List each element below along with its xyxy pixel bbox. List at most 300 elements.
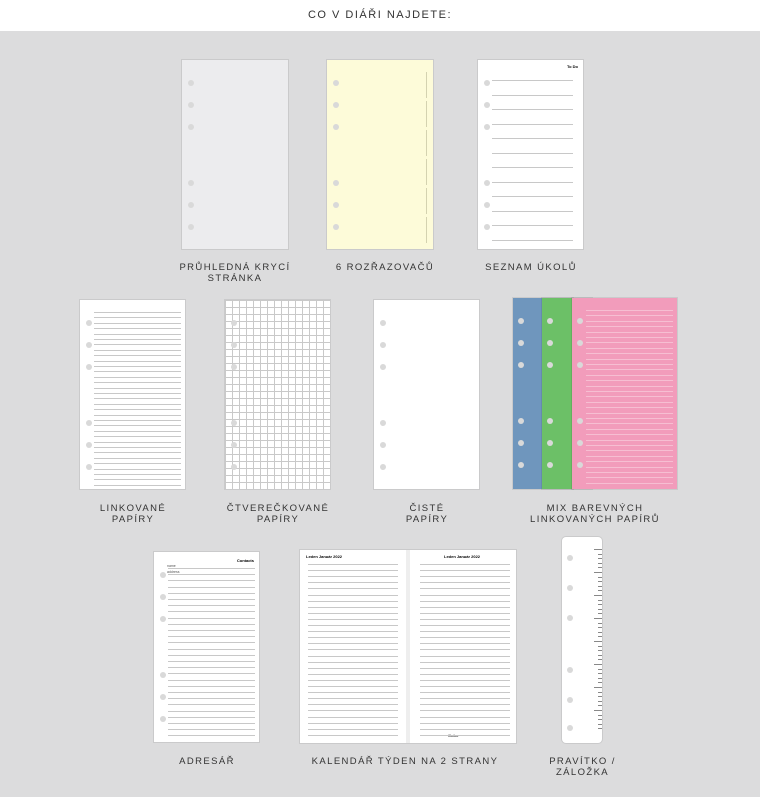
punch-hole	[188, 202, 194, 208]
ruled-line	[94, 334, 181, 335]
ruled-line	[94, 452, 181, 453]
ruled-line	[586, 342, 673, 343]
ruled-line	[94, 312, 181, 313]
ruled-line	[586, 359, 673, 360]
ruled-line	[94, 371, 181, 372]
ruled-line	[492, 109, 573, 110]
ruled-line	[420, 668, 510, 669]
punch-hole	[547, 440, 553, 446]
ruled-line	[308, 595, 398, 596]
divider-tab	[426, 130, 433, 156]
ruled-line	[420, 698, 510, 699]
ruled-line	[420, 613, 510, 614]
ruler-tick	[598, 623, 602, 624]
ruled-line	[308, 582, 398, 583]
ruler-tick	[598, 600, 602, 601]
punch-hole	[567, 555, 573, 561]
ruled-line	[586, 418, 673, 419]
punch-hole	[160, 572, 166, 578]
dividers-page	[327, 60, 433, 249]
ruled-line	[586, 429, 673, 430]
ruled-line	[586, 402, 673, 403]
ruled-line	[168, 630, 255, 631]
punch-hole	[231, 464, 237, 470]
ruled-line	[420, 674, 510, 675]
ruled-line	[420, 582, 510, 583]
punch-hole	[231, 442, 237, 448]
address-page	[154, 552, 259, 742]
ruled-line	[586, 310, 673, 311]
ruled-line	[586, 364, 673, 365]
item-label-colored-mix: MIX BAREVNÝCH LINKOVANÝCH PAPÍRŮ	[530, 503, 660, 525]
divider-tab	[426, 159, 433, 185]
ruler-tick	[598, 558, 602, 559]
item-label-todo: SEZNAM ÚKOLŮ	[485, 262, 577, 273]
ruled-line	[168, 568, 255, 569]
colored-page-pink	[572, 298, 677, 489]
ruled-line	[94, 463, 181, 464]
ruled-line	[492, 138, 573, 139]
ruled-line	[586, 348, 673, 349]
ruled-line	[94, 409, 181, 410]
ruler-tick	[598, 659, 602, 660]
punch-hole	[188, 180, 194, 186]
punch-hole	[160, 672, 166, 678]
ruled-line	[308, 588, 398, 589]
ruled-line	[94, 339, 181, 340]
punch-hole	[518, 418, 524, 424]
ruled-line	[586, 483, 673, 484]
ruled-line	[94, 398, 181, 399]
ruler-tick	[598, 554, 602, 555]
ruled-line	[94, 479, 181, 480]
ruled-line	[420, 704, 510, 705]
ruled-line	[94, 485, 181, 486]
ruled-line	[94, 436, 181, 437]
ruled-line	[586, 434, 673, 435]
punch-hole	[577, 462, 583, 468]
ruled-line	[308, 570, 398, 571]
punch-hole	[86, 420, 92, 426]
ruler-tick	[598, 719, 602, 720]
ruled-line	[308, 607, 398, 608]
calendar-spread	[300, 550, 516, 743]
ruled-line	[420, 564, 510, 565]
ruled-line	[586, 396, 673, 397]
ruled-line	[492, 95, 573, 96]
lined-page	[80, 300, 185, 489]
item-label-blank: ČISTÉ PAPÍRY	[405, 503, 449, 525]
ruled-line	[586, 375, 673, 376]
ruler-tick	[594, 549, 602, 550]
ruler-tick	[594, 595, 602, 596]
ruled-line	[168, 680, 255, 681]
punch-hole	[567, 667, 573, 673]
calendar-right-heading: Leden Január 2022	[444, 554, 481, 559]
ruled-line	[308, 662, 398, 663]
ruled-line	[94, 447, 181, 448]
ruled-line	[308, 674, 398, 675]
punch-hole	[86, 342, 92, 348]
ruled-line	[168, 636, 255, 637]
ruled-line	[308, 649, 398, 650]
ruled-line	[586, 321, 673, 322]
ruled-line	[308, 698, 398, 699]
ruled-line	[586, 353, 673, 354]
ruled-line	[94, 377, 181, 378]
ruled-line	[420, 649, 510, 650]
ruled-line	[586, 456, 673, 457]
ruled-line	[94, 350, 181, 351]
ruled-line	[492, 182, 573, 183]
ruled-line	[420, 686, 510, 687]
ruler-tick	[594, 710, 602, 711]
item-label-ruler: PRAVÍTKO / ZÁLOŽKA	[549, 756, 616, 778]
ruler-tick	[598, 696, 602, 697]
ruled-line	[94, 382, 181, 383]
punch-hole	[380, 364, 386, 370]
ruled-line	[168, 580, 255, 581]
todo-heading: To Do	[566, 64, 578, 69]
ruled-line	[308, 692, 398, 693]
ruler-tick	[598, 655, 602, 656]
ruled-line	[586, 315, 673, 316]
ruled-line	[308, 686, 398, 687]
item-label-transparent-cover: PRŮHLEDNÁ KRYCÍ STRÁNKA	[179, 262, 291, 284]
ruled-line	[94, 469, 181, 470]
punch-hole	[86, 320, 92, 326]
punch-hole	[577, 418, 583, 424]
ruled-line	[94, 420, 181, 421]
ruled-line	[420, 625, 510, 626]
ruled-line	[492, 167, 573, 168]
punch-hole	[484, 180, 490, 186]
ruler-tick	[598, 673, 602, 674]
ruled-line	[420, 662, 510, 663]
ruled-line	[94, 442, 181, 443]
ruled-line	[168, 704, 255, 705]
ruled-line	[94, 355, 181, 356]
ruled-line	[168, 692, 255, 693]
ruled-line	[94, 415, 181, 416]
ruled-line	[94, 393, 181, 394]
ruler-tick	[598, 581, 602, 582]
ruler-tick	[598, 590, 602, 591]
punch-hole	[577, 362, 583, 368]
ruled-line	[94, 388, 181, 389]
ruled-line	[308, 680, 398, 681]
ruled-line	[94, 323, 181, 324]
ruled-line	[586, 332, 673, 333]
punch-hole	[484, 224, 490, 230]
ruled-line	[94, 458, 181, 459]
ruled-line	[308, 619, 398, 620]
ruled-line	[586, 380, 673, 381]
punch-hole	[484, 124, 490, 130]
punch-hole	[380, 420, 386, 426]
ruler-tick	[598, 724, 602, 725]
ruled-line	[420, 729, 510, 730]
ruled-line	[420, 619, 510, 620]
punch-hole	[333, 80, 339, 86]
ruled-line	[308, 564, 398, 565]
ruled-line	[420, 710, 510, 711]
ruler-tick	[598, 609, 602, 610]
divider-tab	[426, 72, 433, 98]
punch-hole	[160, 716, 166, 722]
punch-hole	[188, 80, 194, 86]
ruler-tick	[594, 572, 602, 573]
ruled-line	[94, 328, 181, 329]
punch-hole	[380, 320, 386, 326]
punch-hole	[547, 340, 553, 346]
ruled-line	[308, 717, 398, 718]
ruled-line	[308, 668, 398, 669]
ruled-line	[168, 593, 255, 594]
punch-hole	[567, 585, 573, 591]
ruler-tick	[598, 563, 602, 564]
ruled-line	[168, 587, 255, 588]
transparent-cover-page	[182, 60, 288, 249]
ruled-line	[308, 723, 398, 724]
punch-hole	[484, 80, 490, 86]
ruled-line	[586, 461, 673, 462]
ruler-tick	[598, 613, 602, 614]
ruled-line	[586, 413, 673, 414]
item-label-squared: ČTVEREČKOVANÉ PAPÍRY	[226, 503, 330, 525]
punch-hole	[380, 342, 386, 348]
ruled-line	[308, 613, 398, 614]
ruler-tick	[598, 577, 602, 578]
ruled-line	[586, 337, 673, 338]
ruled-line	[168, 667, 255, 668]
ruler-tick	[598, 669, 602, 670]
ruled-line	[492, 240, 573, 241]
punch-hole	[188, 224, 194, 230]
ruled-line	[308, 735, 398, 736]
ruler-tick	[598, 728, 602, 729]
punch-hole	[567, 615, 573, 621]
ruled-line	[420, 723, 510, 724]
ruled-line	[492, 124, 573, 125]
ruled-line	[308, 601, 398, 602]
item-label-calendar: KALENDÁŘ TÝDEN NA 2 STRANY	[311, 756, 499, 767]
ruled-line	[308, 729, 398, 730]
ruled-line	[420, 576, 510, 577]
punch-hole	[518, 340, 524, 346]
punch-hole	[518, 462, 524, 468]
punch-hole	[547, 462, 553, 468]
punch-hole	[547, 318, 553, 324]
punch-hole	[86, 442, 92, 448]
punch-hole	[547, 362, 553, 368]
ruled-line	[168, 618, 255, 619]
ruled-line	[586, 450, 673, 451]
ruler-tick	[598, 715, 602, 716]
calendar-left-heading: Leden Január 2022	[306, 554, 343, 559]
ruled-line	[308, 637, 398, 638]
ruled-line	[308, 631, 398, 632]
ruler-tick	[598, 692, 602, 693]
punch-hole	[547, 418, 553, 424]
item-label-lined: LINKOVANÉ PAPÍRY	[99, 503, 167, 525]
ruled-line	[420, 607, 510, 608]
ruler-tick	[598, 682, 602, 683]
punch-hole	[188, 102, 194, 108]
punch-hole	[160, 616, 166, 622]
ruled-line	[492, 196, 573, 197]
ruled-line	[168, 655, 255, 656]
punch-hole	[484, 202, 490, 208]
ruled-line	[420, 595, 510, 596]
ruled-line	[586, 477, 673, 478]
ruled-line	[420, 735, 510, 736]
ruled-line	[420, 588, 510, 589]
ruled-line	[308, 576, 398, 577]
ruler-tick	[594, 641, 602, 642]
punch-hole	[231, 320, 237, 326]
punch-hole	[86, 464, 92, 470]
calendar-spine	[406, 550, 410, 743]
ruled-line	[168, 717, 255, 718]
ruled-line	[492, 211, 573, 212]
ruled-line	[586, 369, 673, 370]
ruler-tick	[594, 618, 602, 619]
punch-hole	[567, 697, 573, 703]
punch-hole	[333, 180, 339, 186]
ruled-line	[586, 326, 673, 327]
punch-hole	[333, 224, 339, 230]
ruled-line	[94, 474, 181, 475]
ruled-line	[586, 391, 673, 392]
ruled-line	[94, 317, 181, 318]
ruler-tick	[594, 664, 602, 665]
punch-hole	[577, 318, 583, 324]
ruled-line	[168, 673, 255, 674]
ruled-line	[168, 735, 255, 736]
ruled-line	[492, 80, 573, 81]
ruled-line	[308, 625, 398, 626]
ruled-line	[586, 423, 673, 424]
ruled-line	[586, 472, 673, 473]
ruler-tick	[598, 701, 602, 702]
ruler-tick	[598, 705, 602, 706]
ruled-line	[94, 431, 181, 432]
page-title: CO V DIÁŘI NAJDETE:	[307, 9, 453, 21]
address-field-address: address	[167, 570, 180, 574]
ruled-line	[94, 361, 181, 362]
punch-hole	[231, 342, 237, 348]
divider-tab	[426, 101, 433, 127]
ruled-line	[308, 704, 398, 705]
ruled-line	[168, 661, 255, 662]
ruled-line	[94, 344, 181, 345]
item-label-dividers: 6 ROZŘAZOVAČŮ	[335, 262, 435, 273]
ruled-line	[492, 225, 573, 226]
punch-hole	[577, 440, 583, 446]
todo-page	[478, 60, 583, 249]
punch-hole	[160, 594, 166, 600]
ruler-tick	[598, 632, 602, 633]
punch-hole	[380, 442, 386, 448]
ruler-bookmark	[562, 537, 602, 743]
ruler-tick	[598, 604, 602, 605]
punch-hole	[518, 318, 524, 324]
punch-hole	[86, 364, 92, 370]
ruled-line	[168, 574, 255, 575]
punch-hole	[380, 464, 386, 470]
ruled-line	[492, 153, 573, 154]
ruler-tick	[594, 687, 602, 688]
ruled-line	[308, 643, 398, 644]
address-field-name: name	[167, 564, 176, 568]
ruled-line	[420, 643, 510, 644]
ruled-line	[94, 425, 181, 426]
ruled-line	[168, 605, 255, 606]
punch-hole	[518, 362, 524, 368]
blank-page	[374, 300, 479, 489]
punch-hole	[484, 102, 490, 108]
ruled-line	[94, 366, 181, 367]
punch-hole	[333, 102, 339, 108]
punch-hole	[577, 340, 583, 346]
ruler-tick	[598, 586, 602, 587]
ruled-line	[168, 624, 255, 625]
ruled-line	[420, 680, 510, 681]
punch-hole	[160, 694, 166, 700]
ruler-tick	[598, 627, 602, 628]
ruled-line	[168, 686, 255, 687]
divider-tab	[426, 188, 433, 214]
squared-page	[225, 300, 330, 489]
punch-hole	[188, 124, 194, 130]
ruled-line	[420, 637, 510, 638]
ruled-line	[586, 386, 673, 387]
punch-hole	[333, 124, 339, 130]
ruled-line	[586, 440, 673, 441]
ruled-line	[420, 570, 510, 571]
ruled-line	[420, 717, 510, 718]
ruled-line	[308, 710, 398, 711]
ruled-line	[420, 601, 510, 602]
ruled-line	[586, 467, 673, 468]
ruler-tick	[598, 650, 602, 651]
ruler-tick	[598, 636, 602, 637]
ruler-tick	[598, 567, 602, 568]
ruled-line	[420, 692, 510, 693]
ruled-line	[168, 642, 255, 643]
ruled-line	[168, 729, 255, 730]
punch-hole	[231, 364, 237, 370]
ruled-line	[586, 407, 673, 408]
address-heading: Contacts	[236, 558, 254, 563]
divider-tab	[426, 217, 433, 243]
ruled-line	[420, 631, 510, 632]
punch-hole	[333, 202, 339, 208]
ruled-line	[94, 404, 181, 405]
ruled-line	[168, 723, 255, 724]
item-label-address: ADRESÁŘ	[179, 756, 235, 767]
ruled-line	[168, 698, 255, 699]
ruled-line	[168, 649, 255, 650]
ruled-line	[586, 445, 673, 446]
punch-hole	[231, 420, 237, 426]
punch-hole	[518, 440, 524, 446]
ruled-line	[168, 599, 255, 600]
ruled-line	[308, 656, 398, 657]
ruler-tick	[598, 646, 602, 647]
ruled-line	[420, 656, 510, 657]
